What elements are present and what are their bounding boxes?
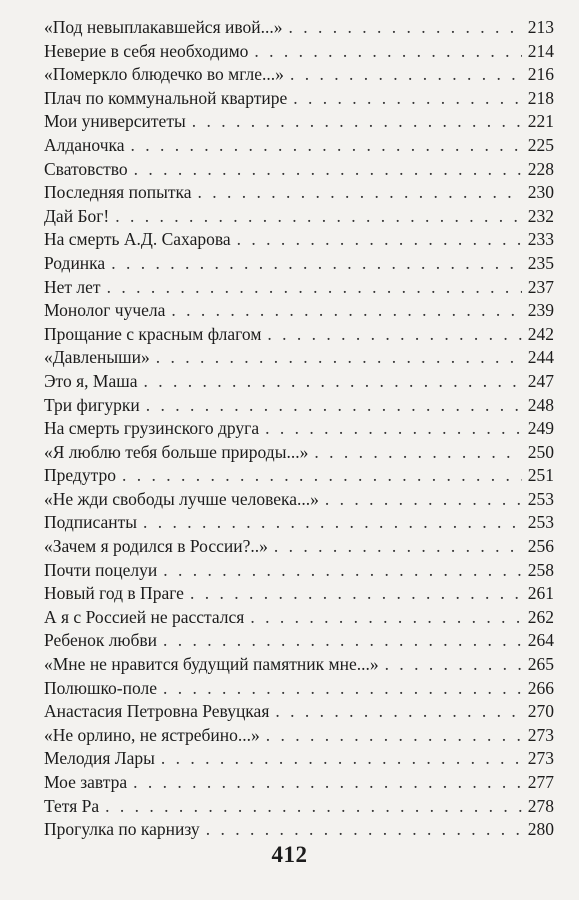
table-of-contents [44, 16, 554, 842]
toc-entry [44, 394, 554, 418]
toc-entry [44, 110, 554, 134]
toc-entry [44, 158, 554, 182]
toc-entry-title: Прощание с красным флагом [44, 323, 262, 344]
toc-entry [44, 276, 554, 300]
toc-entry-page: 218 [527, 87, 554, 108]
toc-entry [44, 181, 554, 205]
dot-leader [122, 464, 522, 488]
dot-leader [105, 795, 522, 819]
toc-entry-title: Это я, Маша [44, 370, 138, 391]
toc-entry-page: 256 [527, 536, 554, 557]
dot-leader [190, 582, 522, 606]
toc-entry-title: Сватовство [44, 158, 128, 179]
toc-entry [44, 370, 554, 394]
toc-entry-title: Мои университеты [44, 111, 186, 132]
toc-entry-title: Последняя попытка [44, 182, 192, 203]
dot-leader [237, 228, 522, 252]
dot-leader [385, 653, 522, 677]
dot-leader [163, 629, 522, 653]
dot-leader [146, 394, 522, 418]
toc-entry [44, 818, 554, 842]
dot-leader [133, 771, 522, 795]
dot-leader [163, 559, 522, 583]
toc-entry-page: 235 [527, 252, 554, 273]
page-number: 412 [271, 842, 308, 867]
toc-entry-title: Неверие в себя необходимо [44, 40, 249, 61]
toc-entry-title: Почти поцелуи [44, 559, 158, 580]
toc-entry-page: 262 [527, 606, 554, 627]
toc-entry [44, 795, 554, 819]
toc-entry-page: 237 [527, 276, 554, 297]
toc-entry-page: 253 [527, 488, 554, 509]
toc-entry [44, 346, 554, 370]
toc-entry [44, 582, 554, 606]
toc-entry-title: Ребенок любви [44, 630, 158, 651]
toc-entry [44, 63, 554, 87]
toc-entry-page: 273 [527, 748, 554, 769]
toc-entry-title: Плач по коммунальной квартире [44, 87, 288, 108]
toc-entry [44, 252, 554, 276]
toc-entry-title: На смерть грузинского друга [44, 418, 260, 439]
toc-entry-page: 244 [527, 347, 554, 368]
dot-leader [254, 40, 522, 64]
dot-leader [206, 818, 522, 842]
toc-entry [44, 40, 554, 64]
dot-leader [325, 488, 522, 512]
toc-entry-title: На смерть А.Д. Сахарова [44, 229, 231, 250]
toc-entry-title: Новый год в Праге [44, 583, 184, 604]
toc-entry-page: 233 [527, 229, 554, 250]
dot-leader [250, 606, 522, 630]
toc-entry [44, 559, 554, 583]
toc-entry [44, 700, 554, 724]
dot-leader [163, 677, 522, 701]
toc-entry-page: 221 [527, 111, 554, 132]
toc-entry-title: «Под невыплакавшейся ивой...» [44, 17, 283, 37]
toc-entry-page: 216 [527, 64, 554, 85]
toc-entry-page: 251 [527, 465, 554, 486]
toc-entry-title: Монолог чучела [44, 300, 166, 321]
toc-entry-page: 265 [527, 654, 554, 675]
toc-entry-title: Мое завтра [44, 772, 128, 792]
toc-entry-page: 213 [527, 17, 554, 37]
toc-entry [44, 441, 554, 465]
toc-entry-title: Прогулка по карнизу [44, 819, 200, 840]
toc-entry [44, 629, 554, 653]
toc-entry [44, 417, 554, 441]
toc-entry-page: 270 [527, 701, 554, 722]
toc-entry-page: 228 [527, 158, 554, 179]
toc-entry [44, 464, 554, 488]
toc-entry-page: 249 [527, 418, 554, 439]
toc-entry-title: «Не жди свободы лучше человека...» [44, 488, 319, 509]
toc-entry [44, 724, 554, 748]
toc-entry-page: 261 [527, 583, 554, 604]
toc-entry-title: Полюшко-поле [44, 677, 158, 698]
toc-entry-title: «Зачем я родился в России?..» [44, 536, 268, 557]
dot-leader [314, 441, 522, 465]
toc-entry-page: 258 [527, 559, 554, 580]
toc-entry [44, 677, 554, 701]
toc-entry-title: «Померкло блюдечко во мгле...» [44, 64, 284, 85]
toc-entry-page: 242 [527, 323, 554, 344]
toc-entry-page: 225 [527, 134, 554, 155]
toc-entry-page: 239 [527, 300, 554, 321]
toc-entry [44, 606, 554, 630]
toc-entry [44, 228, 554, 252]
toc-entry-title: Алданочка [44, 134, 125, 155]
toc-entry [44, 747, 554, 771]
toc-entry-page: 277 [527, 772, 554, 792]
toc-entry-page: 273 [527, 724, 554, 745]
toc-entry-page: 264 [527, 630, 554, 651]
toc-entry-page: 250 [527, 441, 554, 462]
dot-leader [293, 87, 522, 111]
toc-entry-title: «Мне не нравится будущий памятник мне...» [44, 654, 379, 675]
dot-leader [198, 181, 523, 205]
toc-entry-title: Дай Бог! [44, 205, 110, 226]
dot-leader [143, 511, 522, 535]
dot-leader [107, 276, 522, 300]
toc-entry-title: Нет лет [44, 276, 101, 297]
toc-entry [44, 511, 554, 535]
toc-entry-title: «Я люблю тебя больше природы...» [44, 441, 309, 462]
dot-leader [274, 535, 522, 559]
toc-entry-page: 214 [527, 40, 554, 61]
toc-entry-title: Мелодия Лары [44, 748, 155, 769]
toc-entry-page: 230 [527, 182, 554, 203]
toc-entry-page: 247 [527, 370, 554, 391]
toc-entry-title: Три фигурки [44, 394, 140, 415]
toc-entry-title: А я с Россией не расстался [44, 606, 245, 627]
toc-entry [44, 771, 554, 795]
dot-leader [289, 16, 523, 40]
toc-entry [44, 535, 554, 559]
toc-entry-title: Анастасия Петровна Ревуцкая [44, 701, 270, 722]
toc-entry-title: Предутро [44, 465, 116, 486]
toc-entry [44, 488, 554, 512]
dot-leader [156, 346, 522, 370]
dot-leader [115, 205, 522, 229]
dot-leader [143, 370, 522, 394]
toc-entry [44, 16, 554, 40]
toc-entry-title: Тетя Ра [44, 795, 100, 816]
toc-entry [44, 134, 554, 158]
toc-entry [44, 205, 554, 229]
dot-leader [267, 323, 522, 347]
dot-leader [290, 63, 522, 87]
toc-entry [44, 87, 554, 111]
toc-entry-page: 253 [527, 512, 554, 533]
dot-leader [275, 700, 522, 724]
dot-leader [265, 417, 522, 441]
toc-entry-page: 232 [527, 205, 554, 226]
toc-entry-page: 280 [527, 819, 554, 840]
toc-entry-page: 248 [527, 394, 554, 415]
dot-leader [171, 299, 522, 323]
toc-entry [44, 653, 554, 677]
toc-entry-page: 278 [527, 795, 554, 816]
toc-entry-title: Подписанты [44, 512, 138, 533]
toc-entry-page: 266 [527, 677, 554, 698]
toc-entry-title: Родинка [44, 252, 106, 273]
toc-entry [44, 323, 554, 347]
toc-entry-title: «Не орлино, не ястребино...» [44, 724, 260, 745]
dot-leader [134, 158, 522, 182]
dot-leader [111, 252, 522, 276]
toc-entry [44, 299, 554, 323]
dot-leader [131, 134, 522, 158]
toc-entry-title: «Давленыши» [44, 347, 150, 368]
dot-leader [266, 724, 522, 748]
dot-leader [161, 747, 522, 771]
dot-leader [192, 110, 522, 134]
